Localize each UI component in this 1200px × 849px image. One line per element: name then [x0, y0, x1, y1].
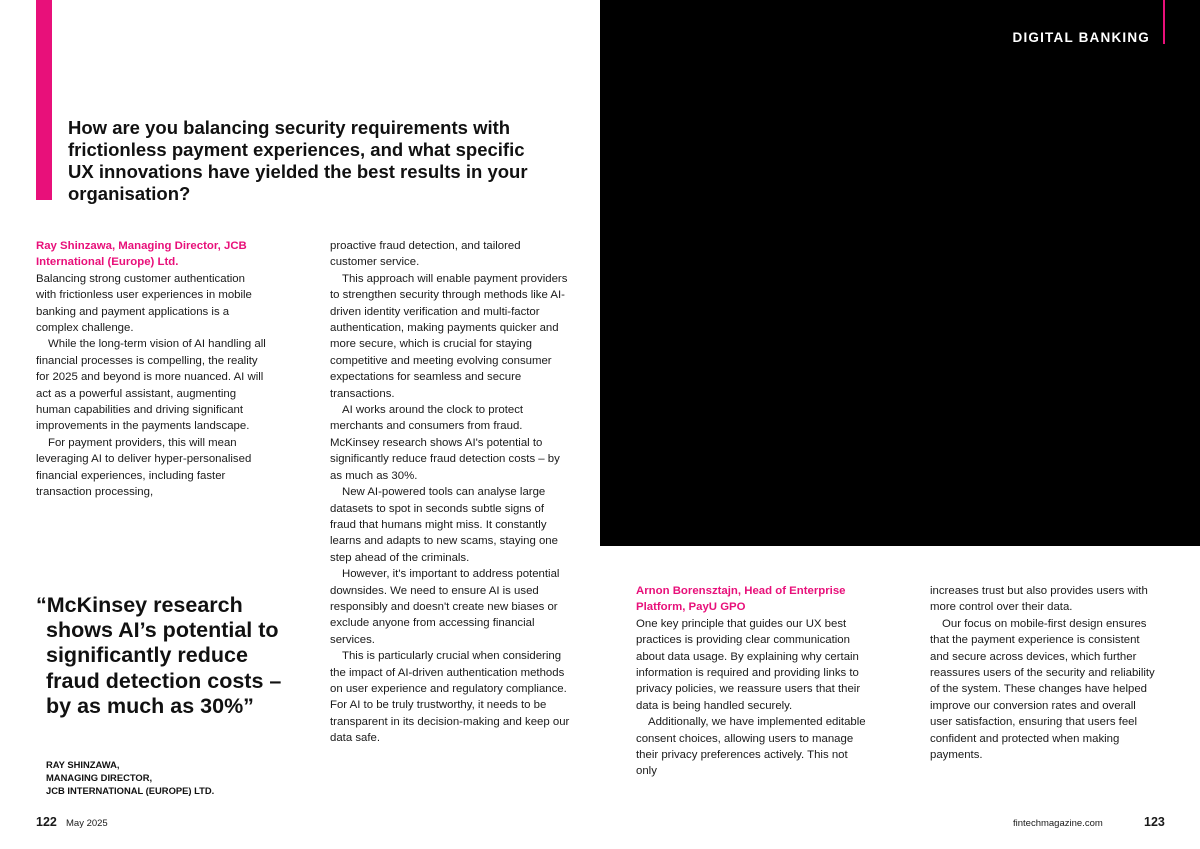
- pull-quote: “McKinsey research shows AI’s potential to significantly reduce fraud detection costs – by as much as 30%”: [36, 593, 282, 718]
- section-rule: [1163, 0, 1165, 44]
- paragraph: However, it's important to address potential downsides. We need to ensure AI is used responsibly and doesn't create new biases or exclude anyone from accessing financial services.: [330, 568, 560, 646]
- quote-attribution: [46, 759, 286, 797]
- paragraph: For payment providers, this will mean leveraging AI to deliver hyper-personalised financial experiences, including faster transaction processing,: [36, 436, 252, 499]
- question-heading: How are you balancing security requirements with frictionless payment experiences, and what specific UX innovations have yielded the best results in your organisation?: [68, 117, 528, 204]
- paragraph: AI works around the clock to protect merchants and consumers from fraud. McKinsey research shows AI's potential to significantly reduce fraud detection costs – by as much as 30%.: [330, 404, 560, 482]
- speaker-name: Arnon Borensztajn, Head of Enterprise Platform, PayU GPO: [636, 585, 846, 614]
- page-number-left: 122: [36, 815, 57, 829]
- accent-bar: [36, 0, 52, 200]
- photo-placeholder: [600, 0, 1200, 546]
- paragraph: proactive fraud detection, and tailored customer service.: [330, 240, 521, 269]
- paragraph: One key principle that guides our UX best practices is providing clear communication about data usage. By explaining why certain information is required and providing links to privacy policies, we reassure users that their data is being handled securely.: [636, 617, 861, 712]
- attribution-line: JCB INTERNATIONAL (EUROPE) LTD.: [46, 784, 215, 796]
- column-2: [330, 238, 570, 747]
- column-1: [36, 238, 268, 501]
- paragraph: Additionally, we have implemented editable consent choices, allowing users to manage their privacy preferences actively. This not only: [636, 716, 866, 778]
- paragraph: This is particularly crucial when considering the impact of AI-driven authentication methods on user experience and regulatory compliance. For AI to be truly trustworthy, it needs to be transparent in its decision-making and keep our data safe.: [330, 650, 570, 745]
- attribution-line: RAY SHINZAWA,: [46, 759, 120, 770]
- speaker-name: Ray Shinzawa, Managing Director, JCB International (Europe) Ltd.: [36, 240, 247, 269]
- paragraph: While the long-term vision of AI handling all financial processes is compelling, the reality for 2025 and beyond is more nuanced. AI will act as a powerful assistant, augmenting human capabilities and driving significant improvements in the payments landscape.: [36, 338, 266, 433]
- paragraph: increases trust but also provides users with more control over their data.: [930, 585, 1148, 614]
- section-label: DIGITAL BANKING: [1012, 30, 1150, 45]
- paragraph: Balancing strong customer authentication with frictionless user experiences in mobile banking and payment applications is a complex challenge.: [36, 272, 252, 335]
- issue-date: May 2025: [66, 818, 108, 829]
- paragraph: This approach will enable payment providers to strengthen security through methods like AI-driven identity verification and multi-factor authentication, making payments quicker and more secure, which is crucial for staying competitive and meeting evolving consumer expectations for seamless and secure transactions.: [330, 272, 568, 400]
- paragraph: New AI-powered tools can analyse large datasets to spot in seconds subtle signs of fraud that humans might miss. It constantly learns and adapts to new scams, staying one step ahead of the criminals.: [330, 486, 558, 564]
- attribution-line: MANAGING DIRECTOR,: [46, 771, 153, 783]
- paragraph: Our focus on mobile-first design ensures that the payment experience is consistent and secure across devices, which further reassures users of the security and reliability of the system. These changes have helped improve our conversion rates and overall user satisfaction, ensuring that users feel confident and protected when making payments.: [930, 617, 1155, 762]
- website: fintechmagazine.com: [1013, 818, 1103, 829]
- column-4: [930, 583, 1155, 763]
- column-3: [636, 583, 868, 780]
- page-number-right: 123: [1144, 815, 1165, 829]
